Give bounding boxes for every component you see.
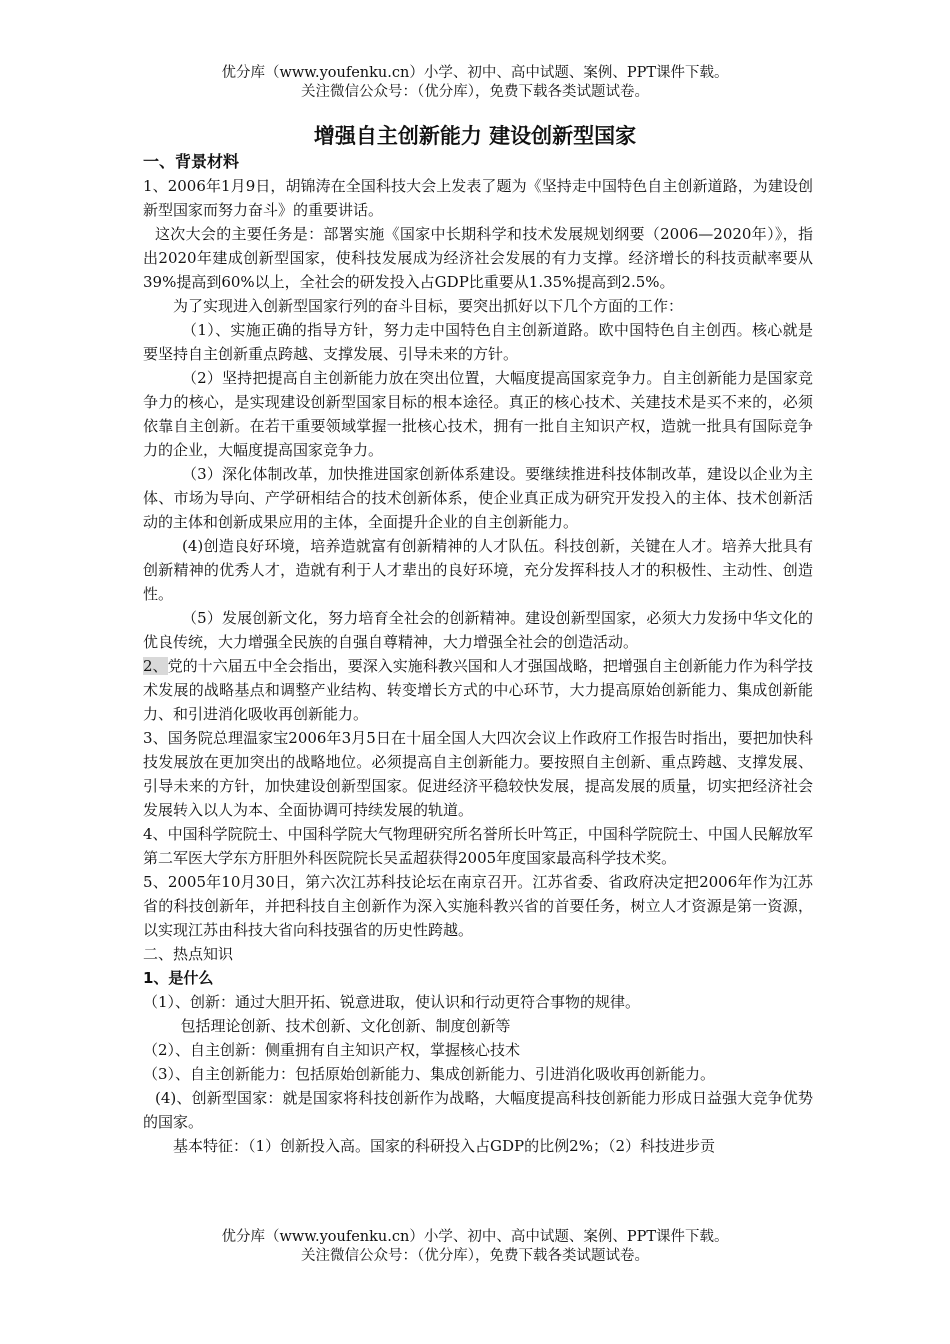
document-title: 增强自主创新能力 建设创新型国家 <box>313 124 637 148</box>
page-footer <box>0 1228 950 1266</box>
section-heading-hot-knowledge: 二、热点知识 <box>143 945 234 963</box>
footer-line-2: 关注微信公众号：（优分库），免费下载各类试题试卷。 <box>301 1248 649 1264</box>
item-1-detail: 包括理论创新、技术创新、文化创新、制度创新等 <box>180 1017 511 1035</box>
paragraph-4: （1）、实施正确的指导方针，努力走中国特色自主创新道路。欧中国特色自主创西。核心就是要坚持自主创新重点跨越、支撑发展、引导未来的方针。 <box>143 321 813 363</box>
item-4: (4)、创新型国家：就是国家将科技创新作为战略，大幅度提高科技创新能力形成日益强大竞争优势的国家。 <box>143 1089 813 1131</box>
paragraph-11: 4、中国科学院院士、中国科学院大气物理研究所名誉所长叶笃正，中国科学院院士、中国人民解放军第二军医大学东方肝胆外科医院院长吴孟超获得2005年度国家最高科学技术奖。 <box>143 825 813 867</box>
paragraph-10: 3、国务院总理温家宝2006年3月5日在十届全国人大四次会议上作政府工作报告时指出，要把加快科技发展放在更加突出的战略地位。必须提高自主创新能力。要按照自主创新、重点跨越、支撑发展、引导未来的方针，加快建设创新型国家。促进经济平稳较快发展，提高发展的质量，切实把经济社会发展转入以人为本、全面协调可持续发展的轨道。 <box>143 729 813 819</box>
header-line-2: 关注微信公众号：（优分库），免费下载各类试题试卷。 <box>301 84 649 100</box>
paragraph-1: 1、2006年1月9日，胡锦涛在全国科技大会上发表了题为《坚持走中国特色自主创新道路，为建设创新型国家而努力奋斗》的重要讲话。 <box>143 177 813 219</box>
section-heading-background: 一、背景材料 <box>143 152 240 171</box>
subheading-what-is: 1、是什么 <box>143 969 214 987</box>
paragraph-7: (4)创造良好环境，培养造就富有创新精神的人才队伍。科技创新，关键在人才。培养大批具有创新精神的优秀人才，造就有利于人才辈出的良好环境，充分发挥科技人才的积极性、主动性、创造性。 <box>143 537 813 603</box>
document-body <box>143 150 813 1158</box>
paragraph-2: 这次大会的主要任务是：部署实施《国家中长期科学和技术发展规划纲要（2006—2020年）》，指出2020年建成创新型国家，使科技发展成为经济社会发展的有力支撑。经济增长的科技贡献率要从39%提高到60%以上，全社会的研发投入占GDP比重要从1.35%提高到2.5%。 <box>143 225 813 291</box>
paragraph-8: （5）发展创新文化，努力培育全社会的创新精神。建设创新型国家，必须大力发扬中华文化的优良传统，大力增强全民族的自强自尊精神，大力增强全社会的创造活动。 <box>143 609 813 651</box>
paragraph-9-text: 党的十六届五中全会指出，要深入实施科教兴国和人才强国战略，把增强自主创新能力作为科学技术发展的战略基点和调整产业结构、转变增长方式的中心环节，大力提高原始创新能力、集成创新能力、和引进消化吸收再创新能力。 <box>143 657 814 723</box>
highlighted-number: 2、 <box>143 657 168 675</box>
paragraph-5: （2）坚持把提高自主创新能力放在突出位置，大幅度提高国家竞争力。自主创新能力是国家竞争力的核心，是实现建设创新型国家目标的根本途径。真正的核心技术、关建技术是买不来的，必须依靠自主创新。在若干重要领域掌握一批核心技术，拥有一批自主知识产权，造就一批具有国际竞争力的企业，大幅度提高国家竞争力。 <box>143 369 813 459</box>
header-line-1: 优分库（www.youfenku.cn）小学、初中、高中试题、案例、PPT课件下载。 <box>221 65 729 81</box>
footer-line-1: 优分库（www.youfenku.cn）小学、初中、高中试题、案例、PPT课件下载。 <box>221 1229 729 1245</box>
page-header <box>0 64 950 102</box>
item-2: （2）、自主创新：侧重拥有自主知识产权，掌握核心技术 <box>143 1041 521 1059</box>
item-1: （1）、创新：通过大胆开拓、锐意进取，使认识和行动更符合事物的规律。 <box>143 993 641 1011</box>
paragraph-3: 为了实现进入创新型国家行列的奋斗目标，要突出抓好以下几个方面的工作： <box>173 297 684 315</box>
paragraph-12: 5、2005年10月30日，第六次江苏科技论坛在南京召开。江苏省委、省政府决定把2006年作为江苏省的科技创新年，并把科技自主创新作为深入实施科教兴省的首要任务，树立人才资源是第一资源，以实现江苏由科技大省向科技强省的历史性跨越。 <box>143 873 813 939</box>
paragraph-9 <box>143 654 813 726</box>
paragraph-6: （3）深化体制改革，加快推进国家创新体系建设。要继续推进科技体制改革，建设以企业为主体、市场为导向、产学研相结合的技术创新体系，使企业真正成为研究开发投入的主体、技术创新活动的主体和创新成果应用的主体，全面提升企业的自主创新能力。 <box>143 465 813 531</box>
item-5: 基本特征：（1）创新投入高。国家的科研投入占GDP的比例2%；（2）科技进步贡 <box>173 1137 715 1155</box>
item-3: （3）、自主创新能力：包括原始创新能力、集成创新能力、引进消化吸收再创新能力。 <box>143 1065 716 1083</box>
